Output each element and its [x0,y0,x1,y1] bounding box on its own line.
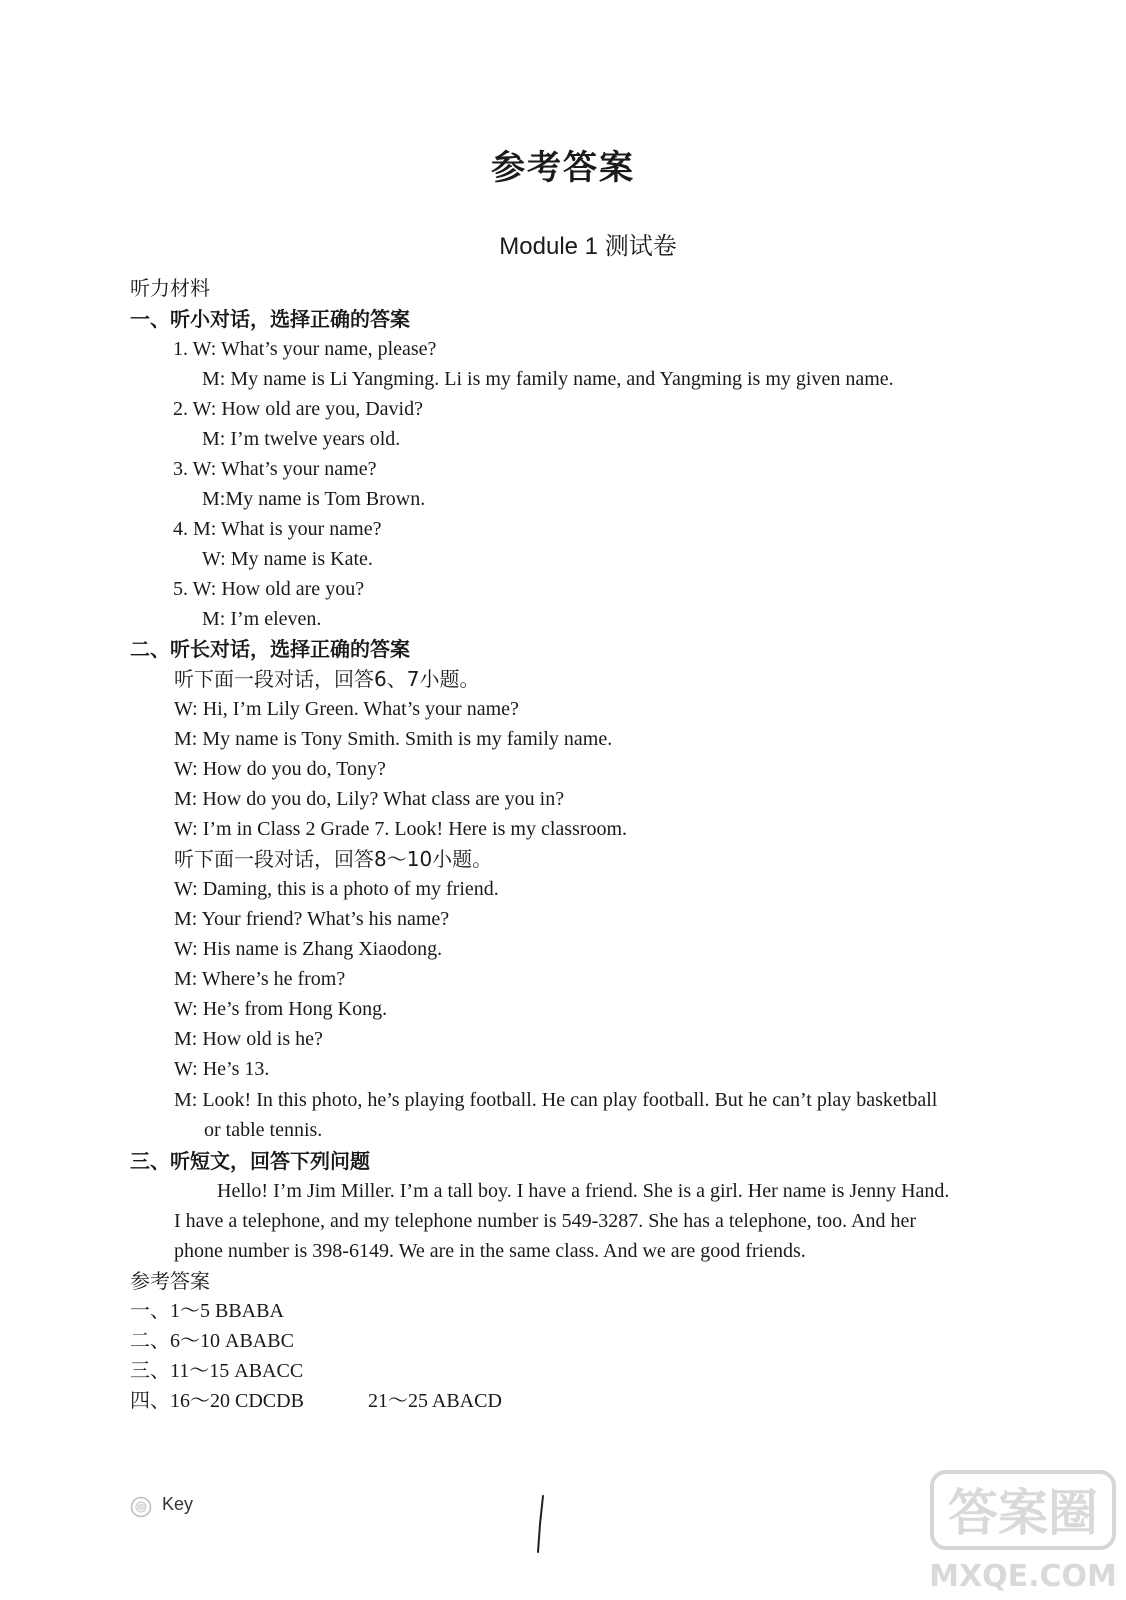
dialog-line: W: How do you do, Tony? [174,758,386,780]
watermark-logo [928,1468,1118,1598]
dialog-intro: 听下面一段对话，回答8～10小题。 [174,847,493,871]
dialog-line: W: My name is Kate. [202,548,373,570]
dialog-line: M: My name is Li Yangming. Li is my family name, and Yangming is my given name. [202,368,894,390]
dialog-line: 1. W: What’s your name, please? [173,338,437,360]
passage-line: Hello! I’m Jim Miller. I’m a tall boy. I have a friend. She is a girl. Her name is Jenny Hand. [217,1180,950,1202]
answer-line: 二、6～10 ABABC [130,1330,294,1352]
dialog-line: or table tennis. [204,1119,323,1141]
key-badge-icon [130,1496,152,1518]
dialog-line: W: Hi, I’m Lily Green. What’s your name? [174,698,519,720]
dialog-line: 5. W: How old are you? [173,578,365,600]
dialog-line: M: Where’s he from? [174,968,346,990]
dialog-line: M: Look! In this photo, he’s playing football. He can play football. But he can’t play basketball [174,1089,938,1111]
answer-line: 四、16～20 CDCDB [130,1390,304,1412]
dialog-line: 4. M: What is your name? [173,518,382,540]
answer-line: 一、1～5 BBABA [130,1300,284,1322]
section1-heading: 一、听小对话，选择正确的答案 [130,307,410,331]
passage-line: I have a telephone, and my telephone number is 549-3287. She has a telephone, too. And her [174,1210,917,1232]
dialog-line: W: He’s from Hong Kong. [174,998,388,1020]
answer-line-extra: 21～25 ABACD [368,1390,502,1412]
section3-heading: 三、听短文，回答下列问题 [130,1149,370,1173]
dialog-line: W: I’m in Class 2 Grade 7. Look! Here is my classroom. [174,818,628,840]
dialog-line: M: Your friend? What’s his name? [174,908,450,930]
dialog-line: 2. W: How old are you, David? [173,398,423,420]
module-subtitle: Module 1 测试卷 [499,233,677,260]
dialog-line: M: My name is Tony Smith. Smith is my family name. [174,728,613,750]
dialog-line: W: He’s 13. [174,1058,270,1080]
answer-line: 三、11～15 ABACC [130,1360,304,1382]
footer-key-label: Key [162,1494,194,1514]
watermark-bottom-text: MXQE.COM [929,1559,1117,1594]
watermark-top-text: 答案圈 [948,1484,1098,1542]
dialog-line: M: I’m twelve years old. [202,428,401,450]
page-number-mark [531,1494,551,1554]
dialog-line: M: I’m eleven. [202,608,322,630]
answers-heading: 参考答案 [130,1269,210,1293]
page-title: 参考答案 [491,148,635,188]
dialog-line: W: Daming, this is a photo of my friend. [174,878,499,900]
dialog-line: 3. W: What’s your name? [173,458,377,480]
dialog-line: M: How old is he? [174,1028,323,1050]
dialog-intro: 听下面一段对话，回答6、7小题。 [174,667,480,691]
section2-heading: 二、听长对话，选择正确的答案 [130,637,410,661]
passage-line: phone number is 398-6149. We are in the same class. And we are good friends. [174,1240,806,1262]
listening-label: 听力材料 [130,276,210,300]
dialog-line: M: How do you do, Lily? What class are you in? [174,788,565,810]
dialog-line: W: His name is Zhang Xiaodong. [174,938,443,960]
dialog-line: M:My name is Tom Brown. [202,488,426,510]
